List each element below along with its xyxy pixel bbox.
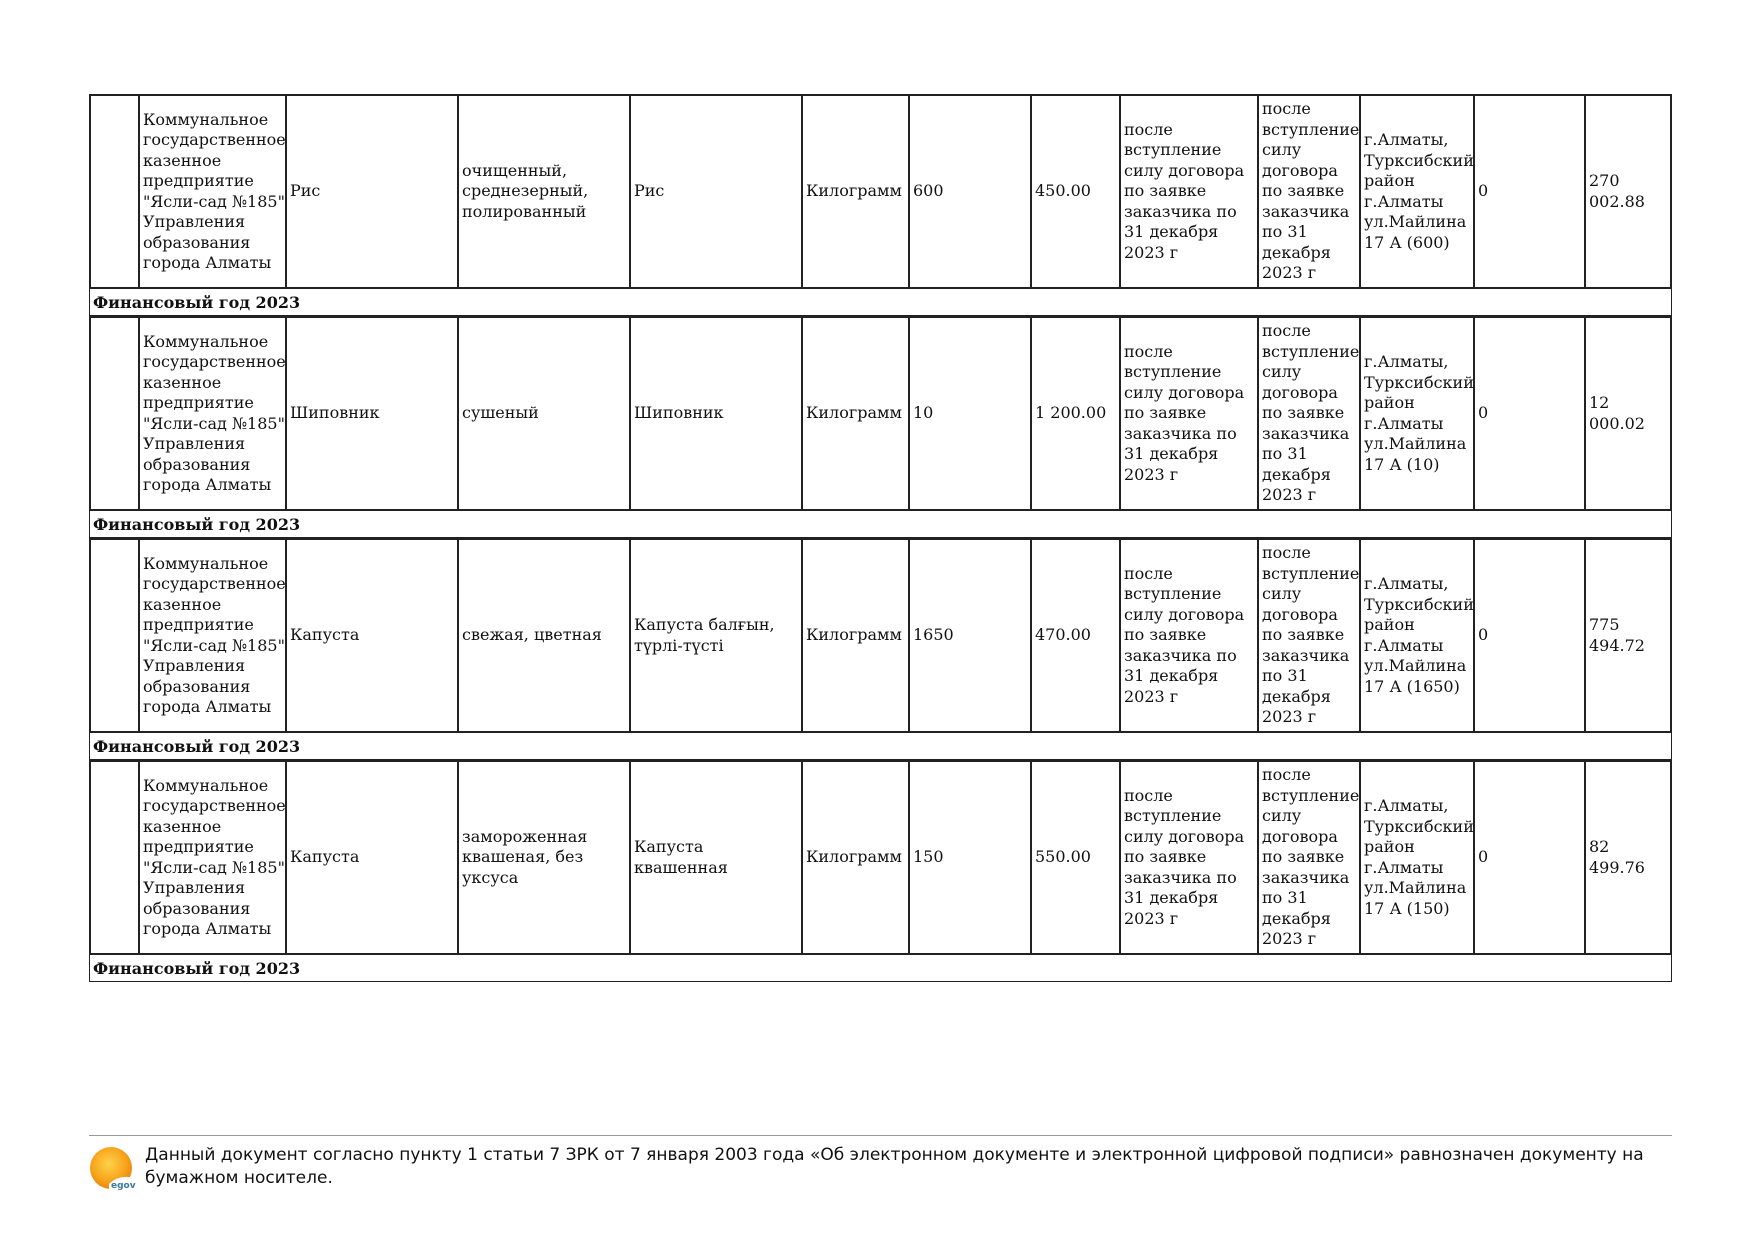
row-number-cell [91, 96, 140, 287]
sum-cell: 775 494.72 [1589, 615, 1645, 655]
price-cell: 470.00 [1032, 540, 1121, 731]
price-cell: 450.00 [1032, 96, 1121, 287]
delivery-term-cell: после вступление силу договора по заявке заказчика по 31 декабря 2023 г [1121, 762, 1259, 953]
delivery-term-cell: после вступление силу договора по заявке заказчика по 31 декабря 2023 г [1121, 318, 1259, 509]
price-cell: 550.00 [1032, 762, 1121, 953]
delivery-place-cell: г.Алматы, Турксибский район г.Алматы ул.Майлина 17 А (600) [1361, 96, 1475, 287]
characteristic-cell: сушеный [459, 318, 631, 509]
customer-cell: Коммунальное государственное казенное предприятие "Ясли-сад №185" Управления образования города Алматы [140, 762, 287, 953]
characteristic-cell: свежая, цветная [459, 540, 631, 731]
unit-cell: Килограмм [803, 318, 910, 509]
quantity-cell: 10 [910, 318, 1032, 509]
unit-cell: Килограмм [803, 762, 910, 953]
sum-cell: 270 002.88 [1589, 171, 1645, 211]
delivery-place-cell: г.Алматы, Турксибский район г.Алматы ул.Майлина 17 А (1650) [1361, 540, 1475, 731]
extra-characteristic-cell: Капуста балғын, түрлі-түсті [631, 540, 803, 731]
customer-cell: Коммунальное государственное казенное предприятие "Ясли-сад №185" Управления образования города Алматы [140, 318, 287, 509]
row-number-cell [91, 762, 140, 953]
unit-cell: Килограмм [803, 540, 910, 731]
characteristic-cell: замороженная квашеная, без уксуса [459, 762, 631, 953]
table-row [89, 94, 1672, 289]
delivery-term-cell: после вступление силу договора по заявке заказчика по 31 декабря 2023 г [1121, 96, 1259, 287]
quantity-cell: 150 [910, 762, 1032, 953]
delivery-term-2-cell: после вступление силу договора по заявке заказчика по 31 декабря 2023 г [1259, 540, 1361, 731]
customer-cell: Коммунальное государственное казенное предприятие "Ясли-сад №185" Управления образования города Алматы [140, 540, 287, 731]
delivery-place-cell: г.Алматы, Турксибский район г.Алматы ул.Майлина 17 А (10) [1361, 318, 1475, 509]
sum-cell: 12 000.02 [1589, 393, 1645, 433]
advance-cell: 0 [1475, 318, 1586, 509]
unit-cell: Килограмм [803, 96, 910, 287]
financial-year-row: Финансовый год 2023 [89, 733, 1672, 760]
delivery-place-cell: г.Алматы, Турксибский район г.Алматы ул.Майлина 17 А (150) [1361, 762, 1475, 953]
row-number-cell [91, 540, 140, 731]
advance-cell: 0 [1475, 762, 1586, 953]
item-name-cell: Капуста [287, 762, 459, 953]
legal-footer-text: Данный документ согласно пункту 1 статьи 7 ЗРК от 7 января 2003 года «Об электронном документе и электронной цифровой подписи» равнозначен документу на бумажном носителе. [145, 1145, 1644, 1188]
delivery-term-2-cell: после вступление силу договора по заявке заказчика по 31 декабря 2023 г [1259, 96, 1361, 287]
table-row [89, 538, 1672, 733]
table-row [89, 760, 1672, 955]
financial-year-row: Финансовый год 2023 [89, 511, 1672, 538]
egov-sun-logo-icon [89, 1144, 137, 1192]
sum-cell: 82 499.76 [1589, 837, 1645, 877]
extra-characteristic-cell: Шиповник [631, 318, 803, 509]
advance-cell: 0 [1475, 540, 1586, 731]
characteristic-cell: очищенный, среднезерный, полированный [459, 96, 631, 287]
table-row [89, 316, 1672, 511]
item-name-cell: Шиповник [287, 318, 459, 509]
financial-year-row: Финансовый год 2023 [89, 289, 1672, 316]
quantity-cell: 1650 [910, 540, 1032, 731]
extra-characteristic-cell: Капуста квашенная [631, 762, 803, 953]
delivery-term-cell: после вступление силу договора по заявке заказчика по 31 декабря 2023 г [1121, 540, 1259, 731]
legal-footer [89, 1135, 1672, 1192]
delivery-term-2-cell: после вступление силу договора по заявке заказчика по 31 декабря 2023 г [1259, 762, 1361, 953]
customer-cell: Коммунальное государственное казенное предприятие "Ясли-сад №185" Управления образования города Алматы [140, 96, 287, 287]
price-cell: 1 200.00 [1032, 318, 1121, 509]
quantity-cell: 600 [910, 96, 1032, 287]
item-name-cell: Капуста [287, 540, 459, 731]
row-number-cell [91, 318, 140, 509]
svg-text:egov: egov [111, 1181, 136, 1191]
advance-cell: 0 [1475, 96, 1586, 287]
item-name-cell: Рис [287, 96, 459, 287]
procurement-table [89, 94, 1672, 982]
extra-characteristic-cell: Рис [631, 96, 803, 287]
delivery-term-2-cell: после вступление силу договора по заявке заказчика по 31 декабря 2023 г [1259, 318, 1361, 509]
financial-year-row: Финансовый год 2023 [89, 955, 1672, 982]
